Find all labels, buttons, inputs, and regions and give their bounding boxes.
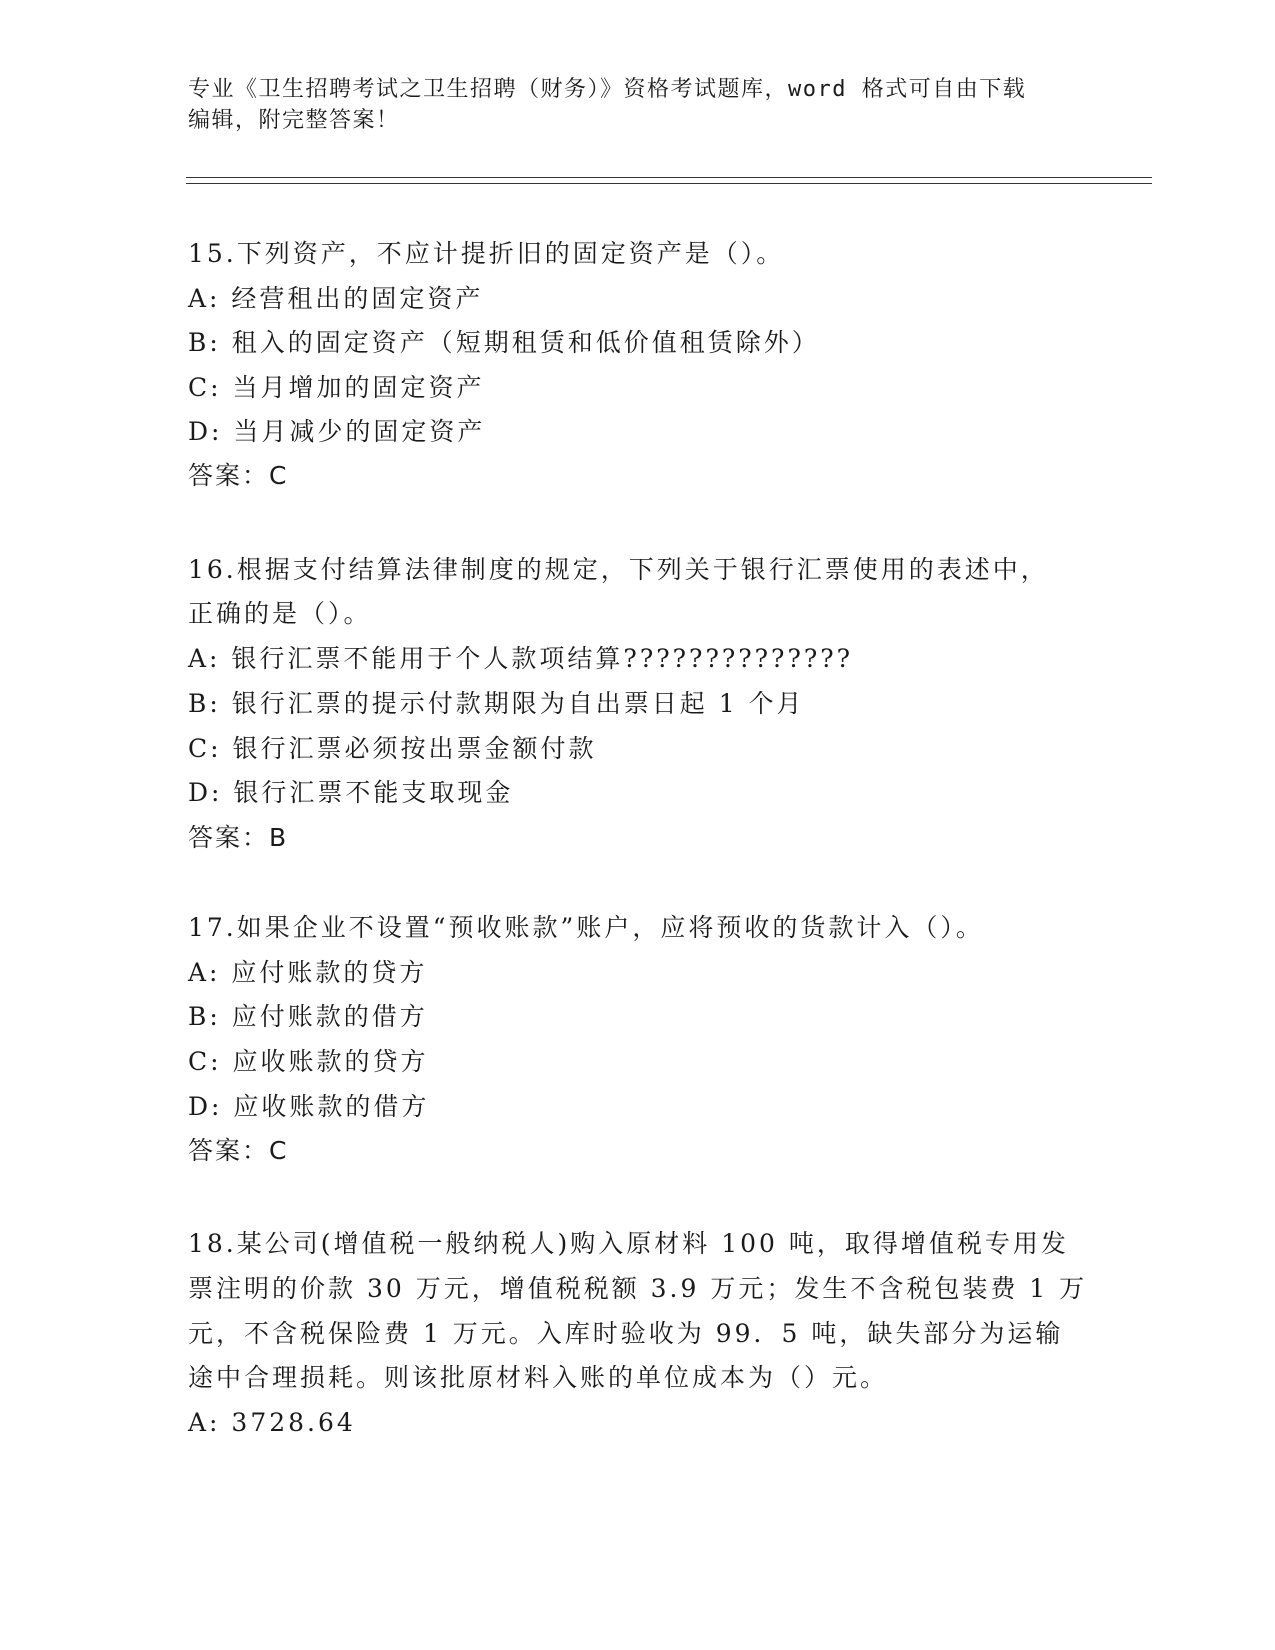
question-18-option-a: A: 3728.64 (188, 1408, 356, 1437)
question-15-option-a: A: 经营租出的固定资产 (188, 284, 484, 313)
question-16-answer: 答案：B (188, 823, 289, 852)
question-17-option-a: A: 应付账款的贷方 (188, 958, 428, 987)
question-17-option-c: C: 应收账款的贷方 (188, 1047, 429, 1076)
header-line-2: 编辑，附完整答案！ (188, 108, 400, 133)
question-16-stem-line-1: 16.根据支付结算法律制度的规定，下列关于银行汇票使用的表述中， (188, 555, 1049, 584)
question-18-stem-line-1: 18.某公司(增值税一般纳税人)购入原材料 100 吨，取得增值税专用发 (188, 1229, 1069, 1258)
question-17-stem: 17.如果企业不设置“预收账款”账户，应将预收的货款计入（）。 (188, 913, 984, 942)
header-divider-bottom (186, 183, 1152, 184)
question-18-stem-line-2: 票注明的价款 30 万元，增值税税额 3.9 万元；发生不含税包装费 1 万 (188, 1274, 1088, 1303)
question-17-option-b: B: 应付账款的借方 (188, 1002, 428, 1031)
question-16-stem-line-2: 正确的是（）。 (188, 599, 372, 628)
question-17-answer: 答案：C (188, 1136, 289, 1165)
question-15-answer: 答案：C (188, 461, 289, 490)
question-15-option-d: D: 当月减少的固定资产 (188, 417, 486, 446)
question-15-stem: 15.下列资产，不应计提折旧的固定资产是（）。 (188, 239, 785, 268)
question-16-option-a: A: 银行汇票不能用于个人款项结算?????????????? (188, 644, 854, 673)
header-divider-top (186, 177, 1152, 178)
question-16-option-c: C: 银行汇票必须按出票金额付款 (188, 734, 597, 763)
question-18-stem-line-3: 元，不含税保险费 1 万元。入库时验收为 99．5 吨，缺失部分为运输 (188, 1319, 1064, 1348)
question-16-option-d: D: 银行汇票不能支取现金 (188, 778, 514, 807)
question-15-option-b: B: 租入的固定资产（短期租赁和低价值租赁除外） (188, 328, 820, 357)
question-16-option-b: B: 银行汇票的提示付款期限为自出票日起 1 个月 (188, 689, 805, 718)
header-line-1: 专业《卫生招聘考试之卫生招聘（财务）》资格考试题库，word 格式可自由下载 (188, 77, 1027, 102)
question-17-option-d: D: 应收账款的借方 (188, 1092, 430, 1121)
question-15-option-c: C: 当月增加的固定资产 (188, 373, 485, 402)
question-18-stem-line-4: 途中合理损耗。则该批原材料入账的单位成本为（）元。 (188, 1363, 889, 1392)
document-header (188, 74, 1088, 136)
